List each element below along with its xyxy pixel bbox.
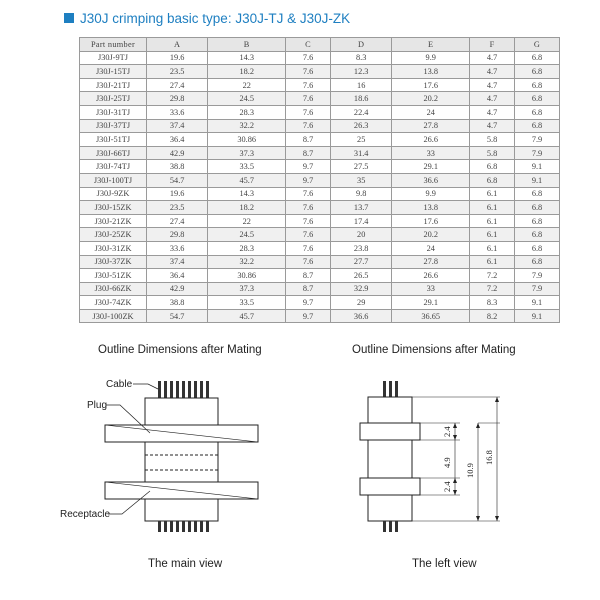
part-number-cell: J30J-51ZK bbox=[80, 269, 147, 283]
part-number-cell: J30J-21ZK bbox=[80, 214, 147, 228]
value-cell: 13.8 bbox=[392, 65, 470, 79]
part-number-cell: J30J-66TJ bbox=[80, 146, 147, 160]
value-cell: 6.8 bbox=[515, 92, 560, 106]
value-cell: 24.5 bbox=[208, 228, 286, 242]
value-cell: 6.1 bbox=[470, 201, 515, 215]
value-cell: 4.7 bbox=[470, 92, 515, 106]
value-cell: 9.1 bbox=[515, 309, 560, 323]
value-cell: 29.1 bbox=[392, 160, 470, 174]
value-cell: 36.65 bbox=[392, 309, 470, 323]
value-cell: 7.6 bbox=[286, 105, 331, 119]
part-number-cell: J30J-74ZK bbox=[80, 296, 147, 310]
main-view-drawing bbox=[105, 381, 258, 532]
value-cell: 37.4 bbox=[147, 255, 208, 269]
value-cell: 45.7 bbox=[208, 309, 286, 323]
part-number-cell: J30J-31TJ bbox=[80, 105, 147, 119]
value-cell: 7.6 bbox=[286, 78, 331, 92]
cable-label: Cable bbox=[106, 379, 133, 390]
value-cell: 22 bbox=[208, 214, 286, 228]
value-cell: 13.8 bbox=[392, 201, 470, 215]
dim-label-2: 4.9 bbox=[442, 457, 452, 468]
part-number-cell: J30J-31ZK bbox=[80, 241, 147, 255]
value-cell: 20.2 bbox=[392, 228, 470, 242]
left-drawing-title: Outline Dimensions after Mating bbox=[98, 344, 262, 356]
value-cell: 23.5 bbox=[147, 201, 208, 215]
value-cell: 7.2 bbox=[470, 269, 515, 283]
value-cell: 17.4 bbox=[331, 214, 392, 228]
value-cell: 27.8 bbox=[392, 255, 470, 269]
value-cell: 8.3 bbox=[470, 296, 515, 310]
value-cell: 9.9 bbox=[392, 51, 470, 65]
main-view-caption: The main view bbox=[148, 558, 223, 570]
value-cell: 12.3 bbox=[331, 65, 392, 79]
value-cell: 27.4 bbox=[147, 214, 208, 228]
value-cell: 24 bbox=[392, 105, 470, 119]
value-cell: 19.6 bbox=[147, 51, 208, 65]
value-cell: 7.6 bbox=[286, 92, 331, 106]
value-cell: 6.8 bbox=[515, 201, 560, 215]
value-cell: 6.8 bbox=[515, 228, 560, 242]
part-number-cell: J30J-21TJ bbox=[80, 78, 147, 92]
receptacle-body bbox=[145, 499, 218, 521]
value-cell: 22 bbox=[208, 78, 286, 92]
value-cell: 38.8 bbox=[147, 160, 208, 174]
value-cell: 6.1 bbox=[470, 228, 515, 242]
value-cell: 37.4 bbox=[147, 119, 208, 133]
value-cell: 6.8 bbox=[515, 241, 560, 255]
dim-label-3: 2.4 bbox=[442, 481, 452, 492]
left-lower-flange bbox=[360, 478, 420, 495]
plug-leader bbox=[106, 405, 150, 433]
cable-wires bbox=[158, 381, 209, 398]
value-cell: 14.3 bbox=[208, 51, 286, 65]
value-cell: 8.7 bbox=[286, 133, 331, 147]
header-cell: E bbox=[392, 38, 470, 52]
value-cell: 29.8 bbox=[147, 92, 208, 106]
value-cell: 14.3 bbox=[208, 187, 286, 201]
header-cell: G bbox=[515, 38, 560, 52]
value-cell: 7.2 bbox=[470, 282, 515, 296]
value-cell: 27.8 bbox=[392, 119, 470, 133]
left-view-drawing bbox=[360, 381, 500, 532]
value-cell: 7.9 bbox=[515, 133, 560, 147]
receptacle-leader bbox=[108, 491, 150, 514]
value-cell: 54.7 bbox=[147, 309, 208, 323]
value-cell: 9.7 bbox=[286, 173, 331, 187]
value-cell: 5.8 bbox=[470, 146, 515, 160]
value-cell: 31.4 bbox=[331, 146, 392, 160]
mid-body bbox=[145, 442, 218, 482]
value-cell: 4.7 bbox=[470, 65, 515, 79]
part-number-cell: J30J-74TJ bbox=[80, 160, 147, 174]
value-cell: 29.1 bbox=[392, 296, 470, 310]
receptacle-pins bbox=[158, 521, 209, 532]
plug-body bbox=[145, 398, 218, 425]
value-cell: 4.7 bbox=[470, 78, 515, 92]
value-cell: 6.1 bbox=[470, 187, 515, 201]
value-cell: 9.7 bbox=[286, 296, 331, 310]
value-cell: 7.6 bbox=[286, 228, 331, 242]
value-cell: 6.1 bbox=[470, 255, 515, 269]
value-cell: 20.2 bbox=[392, 92, 470, 106]
value-cell: 38.8 bbox=[147, 296, 208, 310]
value-cell: 33.6 bbox=[147, 105, 208, 119]
value-cell: 9.1 bbox=[515, 296, 560, 310]
part-number-cell: J30J-51TJ bbox=[80, 133, 147, 147]
part-number-cell: J30J-37ZK bbox=[80, 255, 147, 269]
value-cell: 36.6 bbox=[392, 173, 470, 187]
value-cell: 26.3 bbox=[331, 119, 392, 133]
value-cell: 26.6 bbox=[392, 269, 470, 283]
value-cell: 13.7 bbox=[331, 201, 392, 215]
left-view-pins bbox=[383, 521, 398, 532]
value-cell: 6.1 bbox=[470, 214, 515, 228]
value-cell: 7.6 bbox=[286, 214, 331, 228]
part-number-cell: J30J-9ZK bbox=[80, 187, 147, 201]
value-cell: 4.7 bbox=[470, 119, 515, 133]
value-cell: 26.5 bbox=[331, 269, 392, 283]
value-cell: 8.7 bbox=[286, 269, 331, 283]
value-cell: 5.8 bbox=[470, 133, 515, 147]
part-number-cell: J30J-100ZK bbox=[80, 309, 147, 323]
value-cell: 54.7 bbox=[147, 173, 208, 187]
value-cell: 45.7 bbox=[208, 173, 286, 187]
value-cell: 33 bbox=[392, 146, 470, 160]
value-cell: 22.4 bbox=[331, 105, 392, 119]
value-cell: 30.86 bbox=[208, 133, 286, 147]
receptacle-label: Receptacle bbox=[60, 509, 111, 520]
value-cell: 6.8 bbox=[515, 255, 560, 269]
value-cell: 6.8 bbox=[515, 65, 560, 79]
value-cell: 32.2 bbox=[208, 119, 286, 133]
left-plug-body bbox=[368, 397, 412, 423]
header-cell: A bbox=[147, 38, 208, 52]
left-receptacle-body bbox=[368, 495, 412, 521]
value-cell: 6.8 bbox=[470, 173, 515, 187]
dim-label-1: 2.4 bbox=[442, 426, 452, 437]
value-cell: 36.4 bbox=[147, 133, 208, 147]
value-cell: 8.7 bbox=[286, 282, 331, 296]
part-number-cell: J30J-100TJ bbox=[80, 173, 147, 187]
value-cell: 7.9 bbox=[515, 269, 560, 283]
left-view-caption: The left view bbox=[412, 558, 477, 570]
value-cell: 36.6 bbox=[331, 309, 392, 323]
header-cell: Part number bbox=[80, 38, 147, 52]
part-number-cell: J30J-25TJ bbox=[80, 92, 147, 106]
value-cell: 18.6 bbox=[331, 92, 392, 106]
value-cell: 8.3 bbox=[331, 51, 392, 65]
value-cell: 9.7 bbox=[286, 309, 331, 323]
dim-label-5: 16.8 bbox=[484, 450, 494, 465]
left-mid-body bbox=[368, 440, 412, 478]
left-view-cable bbox=[383, 381, 398, 397]
dim-label-4: 10.9 bbox=[465, 463, 475, 478]
value-cell: 36.4 bbox=[147, 269, 208, 283]
value-cell: 6.1 bbox=[470, 241, 515, 255]
value-cell: 33.5 bbox=[208, 160, 286, 174]
left-upper-flange bbox=[360, 423, 420, 440]
value-cell: 23.8 bbox=[331, 241, 392, 255]
value-cell: 30.86 bbox=[208, 269, 286, 283]
value-cell: 6.8 bbox=[470, 160, 515, 174]
value-cell: 28.3 bbox=[208, 241, 286, 255]
value-cell: 27.5 bbox=[331, 160, 392, 174]
value-cell: 6.8 bbox=[515, 119, 560, 133]
value-cell: 7.9 bbox=[515, 146, 560, 160]
value-cell: 29 bbox=[331, 296, 392, 310]
value-cell: 8.2 bbox=[470, 309, 515, 323]
value-cell: 9.8 bbox=[331, 187, 392, 201]
value-cell: 6.8 bbox=[515, 51, 560, 65]
value-cell: 24.5 bbox=[208, 92, 286, 106]
value-cell: 17.6 bbox=[392, 78, 470, 92]
cable-leader bbox=[133, 384, 158, 389]
value-cell: 7.9 bbox=[515, 282, 560, 296]
value-cell: 6.8 bbox=[515, 78, 560, 92]
value-cell: 9.1 bbox=[515, 160, 560, 174]
value-cell: 24 bbox=[392, 241, 470, 255]
value-cell: 17.6 bbox=[392, 214, 470, 228]
value-cell: 7.6 bbox=[286, 65, 331, 79]
value-cell: 33.5 bbox=[208, 296, 286, 310]
value-cell: 25 bbox=[331, 133, 392, 147]
value-cell: 32.9 bbox=[331, 282, 392, 296]
value-cell: 26.6 bbox=[392, 133, 470, 147]
value-cell: 27.4 bbox=[147, 78, 208, 92]
value-cell: 29.8 bbox=[147, 228, 208, 242]
header-cell: B bbox=[208, 38, 286, 52]
value-cell: 7.6 bbox=[286, 51, 331, 65]
value-cell: 42.9 bbox=[147, 282, 208, 296]
value-cell: 4.7 bbox=[470, 105, 515, 119]
value-cell: 37.3 bbox=[208, 282, 286, 296]
value-cell: 6.8 bbox=[515, 187, 560, 201]
value-cell: 35 bbox=[331, 173, 392, 187]
part-number-cell: J30J-15ZK bbox=[80, 201, 147, 215]
part-number-cell: J30J-37TJ bbox=[80, 119, 147, 133]
part-number-cell: J30J-66ZK bbox=[80, 282, 147, 296]
value-cell: 23.5 bbox=[147, 65, 208, 79]
part-number-cell: J30J-15TJ bbox=[80, 65, 147, 79]
value-cell: 27.7 bbox=[331, 255, 392, 269]
header-cell: F bbox=[470, 38, 515, 52]
value-cell: 18.2 bbox=[208, 65, 286, 79]
value-cell: 28.3 bbox=[208, 105, 286, 119]
plug-label: Plug bbox=[87, 400, 108, 411]
heading-text: J30J crimping basic type: J30J-TJ & J30J-ZK bbox=[80, 10, 351, 26]
value-cell: 33.6 bbox=[147, 241, 208, 255]
part-number-cell: J30J-9TJ bbox=[80, 51, 147, 65]
value-cell: 19.6 bbox=[147, 187, 208, 201]
value-cell: 9.7 bbox=[286, 160, 331, 174]
value-cell: 7.6 bbox=[286, 119, 331, 133]
value-cell: 8.7 bbox=[286, 146, 331, 160]
value-cell: 42.9 bbox=[147, 146, 208, 160]
value-cell: 16 bbox=[331, 78, 392, 92]
value-cell: 6.8 bbox=[515, 105, 560, 119]
part-number-cell: J30J-25ZK bbox=[80, 228, 147, 242]
right-drawing-title: Outline Dimensions after Mating bbox=[352, 344, 516, 356]
value-cell: 18.2 bbox=[208, 201, 286, 215]
value-cell: 4.7 bbox=[470, 51, 515, 65]
value-cell: 7.6 bbox=[286, 255, 331, 269]
value-cell: 9.1 bbox=[515, 173, 560, 187]
value-cell: 6.8 bbox=[515, 214, 560, 228]
value-cell: 9.9 bbox=[392, 187, 470, 201]
value-cell: 20 bbox=[331, 228, 392, 242]
value-cell: 7.6 bbox=[286, 241, 331, 255]
value-cell: 32.2 bbox=[208, 255, 286, 269]
value-cell: 7.6 bbox=[286, 187, 331, 201]
header-cell: C bbox=[286, 38, 331, 52]
header-cell: D bbox=[331, 38, 392, 52]
value-cell: 33 bbox=[392, 282, 470, 296]
value-cell: 7.6 bbox=[286, 201, 331, 215]
value-cell: 37.3 bbox=[208, 146, 286, 160]
